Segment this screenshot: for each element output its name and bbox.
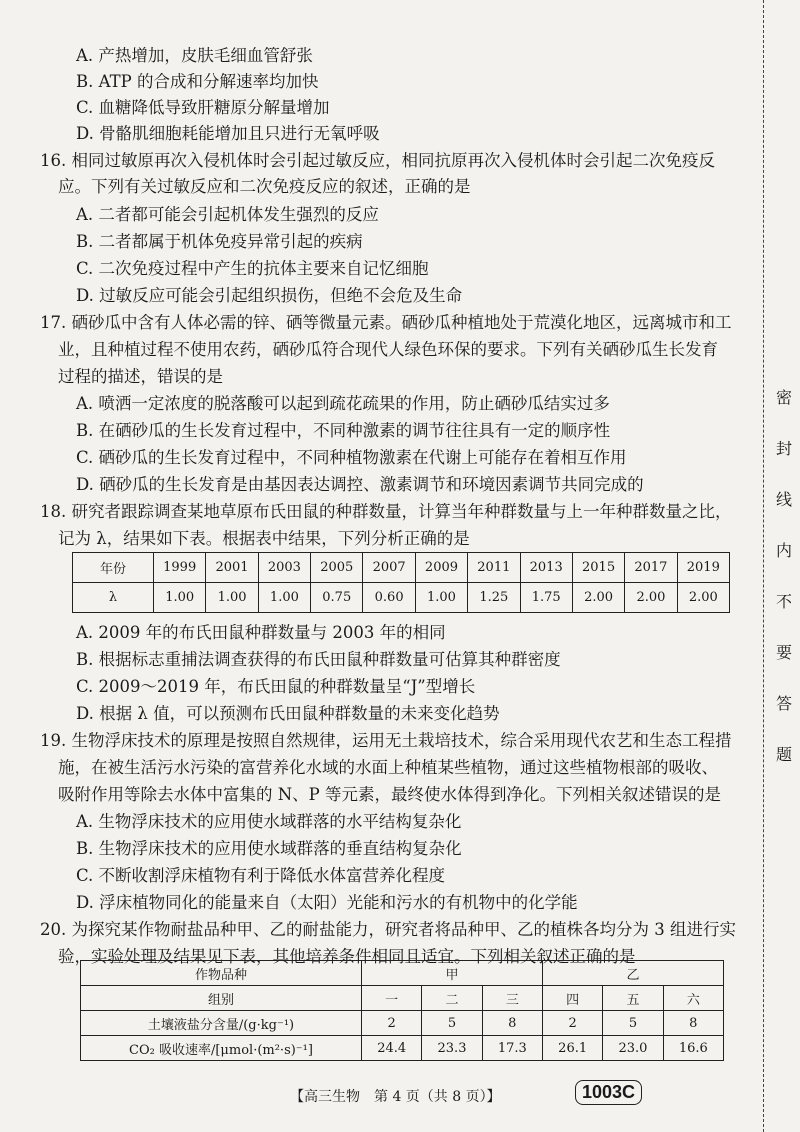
q20-variety-a: 甲	[362, 961, 543, 986]
q17-stem-line2: 业，且种植过程不使用农药，硒砂瓜符合现代人绿色环保的要求。下列有关硒砂瓜生长发育	[58, 340, 718, 359]
q19-stem-line3: 吸附作用等除去水体中富集的 N、P 等元素，最终使水体得到净化。下列相关叙述错误的是	[58, 785, 722, 804]
q18-lambda: 0.60	[363, 583, 415, 613]
q18-year: 2017	[625, 553, 677, 583]
q18-lambda: 0.75	[311, 583, 363, 613]
q19-stem-line2: 施，在被生活污水污染的富营养化水域的水面上种植某些植物，通过这些植物根部的吸收、	[58, 758, 718, 777]
q20-table-salt-row	[81, 1011, 724, 1036]
q18-header-label: 年份	[73, 553, 154, 583]
q18-lambda: 1.00	[415, 583, 467, 613]
q18-table-lambda-row	[73, 583, 730, 613]
q15-option-b: B. ATP 的合成和分解速率均加快	[76, 72, 319, 91]
q20-variety-b: 乙	[542, 961, 723, 986]
q20-table	[80, 960, 724, 1061]
q20-salt: 2	[362, 1011, 422, 1036]
q16-option-d: D. 过敏反应可能会引起组织损伤，但绝不会危及生命	[76, 286, 463, 305]
q15-option-a: A. 产热增加，皮肤毛细血管舒张	[76, 46, 313, 65]
q18-year: 2001	[206, 553, 258, 583]
q18-year: 2009	[415, 553, 467, 583]
q18-table	[72, 552, 730, 613]
q15-option-d: D. 骨骼肌细胞耗能增加且只进行无氧呼吸	[76, 124, 380, 143]
q20-salt: 8	[663, 1011, 723, 1036]
q18-option-b: B. 根据标志重捕法调查获得的布氏田鼠种群数量可估算其种群密度	[76, 650, 561, 669]
q18-year: 2015	[572, 553, 624, 583]
q17-stem-line3: 过程的描述，错误的是	[58, 367, 223, 386]
q17-option-b: B. 在硒砂瓜的生长发育过程中，不同种激素的调节往往具有一定的顺序性	[76, 421, 611, 440]
q20-table-group-row	[81, 986, 724, 1011]
q16-option-c: C. 二次免疫过程中产生的抗体主要来自记忆细胞	[76, 259, 429, 278]
q18-year: 2007	[363, 553, 415, 583]
q18-table-year-row	[73, 553, 730, 583]
q20-table-co2-row	[81, 1036, 724, 1061]
q18-lambda: 1.00	[206, 583, 258, 613]
q18-stem-line2: 记为 λ，结果如下表。根据表中结果，下列分析正确的是	[58, 529, 470, 548]
q20-group: 三	[482, 986, 542, 1011]
seal-line-sidebar	[763, 0, 800, 1132]
q20-stem-line1: 20. 为探究某作物耐盐品种甲、乙的耐盐能力，研究者将品种甲、乙的植株各均分为 3 组进行实	[40, 920, 736, 939]
q17-option-a: A. 喷洒一定浓度的脱落酸可以起到疏花疏果的作用，防止硒砂瓜结实过多	[76, 394, 610, 413]
q20-group-label: 组别	[81, 986, 362, 1011]
q18-lambda: 1.25	[468, 583, 520, 613]
q20-group: 二	[422, 986, 482, 1011]
q19-option-c: C. 不断收割浮床植物有利于降低水体富营养化程度	[76, 866, 446, 885]
q20-co2: 17.3	[482, 1036, 542, 1061]
q20-co2: 23.0	[603, 1036, 663, 1061]
q20-stem-line2: 验，实验处理及结果见下表，其他培养条件相同且适宜。下列相关叙述正确的是	[58, 947, 636, 966]
q18-year: 2005	[311, 553, 363, 583]
q16-stem-line2: 应。下列有关过敏反应和二次免疫反应的叙述，正确的是	[58, 177, 471, 196]
seal-char: 密	[775, 388, 792, 407]
q18-year: 2013	[520, 553, 572, 583]
q18-year: 2019	[677, 553, 729, 583]
q18-option-c: C. 2009～2019 年，布氏田鼠的种群数量呈“J”型增长	[76, 677, 476, 696]
q16-stem-line1: 16. 相同过敏原再次入侵机体时会引起过敏反应，相同抗原再次入侵机体时会引起二次免疫反	[40, 151, 715, 170]
q18-lambda: 1.75	[520, 583, 572, 613]
seal-char: 答	[775, 694, 792, 713]
q20-salt: 5	[422, 1011, 482, 1036]
q20-co2: 26.1	[542, 1036, 602, 1061]
seal-char: 内	[775, 541, 792, 560]
exam-code: 1003C	[575, 1080, 642, 1105]
q20-co2: 24.4	[362, 1036, 422, 1061]
seal-char: 封	[775, 439, 792, 458]
q15-option-c: C. 血糖降低导致肝糖原分解量增加	[76, 98, 330, 117]
q20-co2: 16.6	[663, 1036, 723, 1061]
q20-variety-label: 作物品种	[81, 961, 362, 986]
q19-option-a: A. 生物浮床技术的应用使水域群落的水平结构复杂化	[76, 812, 462, 831]
q18-year: 2011	[468, 553, 520, 583]
q16-option-a: A. 二者都可能会引起机体发生强烈的反应	[76, 205, 379, 224]
seal-char: 要	[775, 643, 792, 662]
q18-row-label: λ	[73, 583, 154, 613]
q19-option-d: D. 浮床植物同化的能量来自（太阳）光能和污水的有机物中的化学能	[76, 893, 578, 912]
q19-stem-line1: 19. 生物浮床技术的原理是按照自然规律，运用无土栽培技术，综合采用现代农艺和生态工程措	[40, 731, 732, 750]
q18-option-a: A. 2009 年的布氏田鼠种群数量与 2003 年的相同	[76, 623, 446, 642]
q18-lambda: 2.00	[572, 583, 624, 613]
q17-option-d: D. 硒砂瓜的生长发育是由基因表达调控、激素调节和环境因素调节共同完成的	[76, 475, 644, 494]
q20-co2-label: CO₂ 吸收速率/[μmol·(m²·s)⁻¹]	[81, 1036, 362, 1061]
q18-stem-line1: 18. 研究者跟踪调查某地草原布氏田鼠的种群数量，计算当年种群数量与上一年种群数量之比，	[40, 502, 732, 521]
q20-group: 六	[663, 986, 723, 1011]
q17-option-c: C. 硒砂瓜的生长发育过程中，不同种植物激素在代谢上可能存在着相互作用	[76, 448, 627, 467]
q20-salt: 2	[542, 1011, 602, 1036]
q17-stem-line1: 17. 硒砂瓜中含有人体必需的锌、硒等微量元素。硒砂瓜种植地处于荒漠化地区，远离城市和工	[40, 313, 732, 332]
q18-year: 1999	[154, 553, 206, 583]
q18-lambda: 2.00	[677, 583, 729, 613]
q20-co2: 23.3	[422, 1036, 482, 1061]
q20-group: 一	[362, 986, 422, 1011]
q18-lambda: 1.00	[258, 583, 310, 613]
q20-salt-label: 土壤液盐分含量/(g·kg⁻¹)	[81, 1011, 362, 1036]
page-footer: 【高三生物 第 4 页（共 8 页）】	[290, 1089, 501, 1105]
seal-char: 题	[775, 745, 792, 764]
q20-table-variety-row	[81, 961, 724, 986]
seal-char: 不	[775, 592, 792, 611]
q18-option-d: D. 根据 λ 值，可以预测布氏田鼠种群数量的未来变化趋势	[76, 704, 500, 723]
q20-salt: 5	[603, 1011, 663, 1036]
q18-year: 2003	[258, 553, 310, 583]
q18-lambda: 2.00	[625, 583, 677, 613]
q18-lambda: 1.00	[154, 583, 206, 613]
q20-group: 四	[542, 986, 602, 1011]
q20-group: 五	[603, 986, 663, 1011]
q16-option-b: B. 二者都属于机体免疫异常引起的疾病	[76, 232, 363, 251]
seal-char: 线	[775, 490, 792, 509]
q20-salt: 8	[482, 1011, 542, 1036]
q19-option-b: B. 生物浮床技术的应用使水域群落的垂直结构复杂化	[76, 839, 462, 858]
